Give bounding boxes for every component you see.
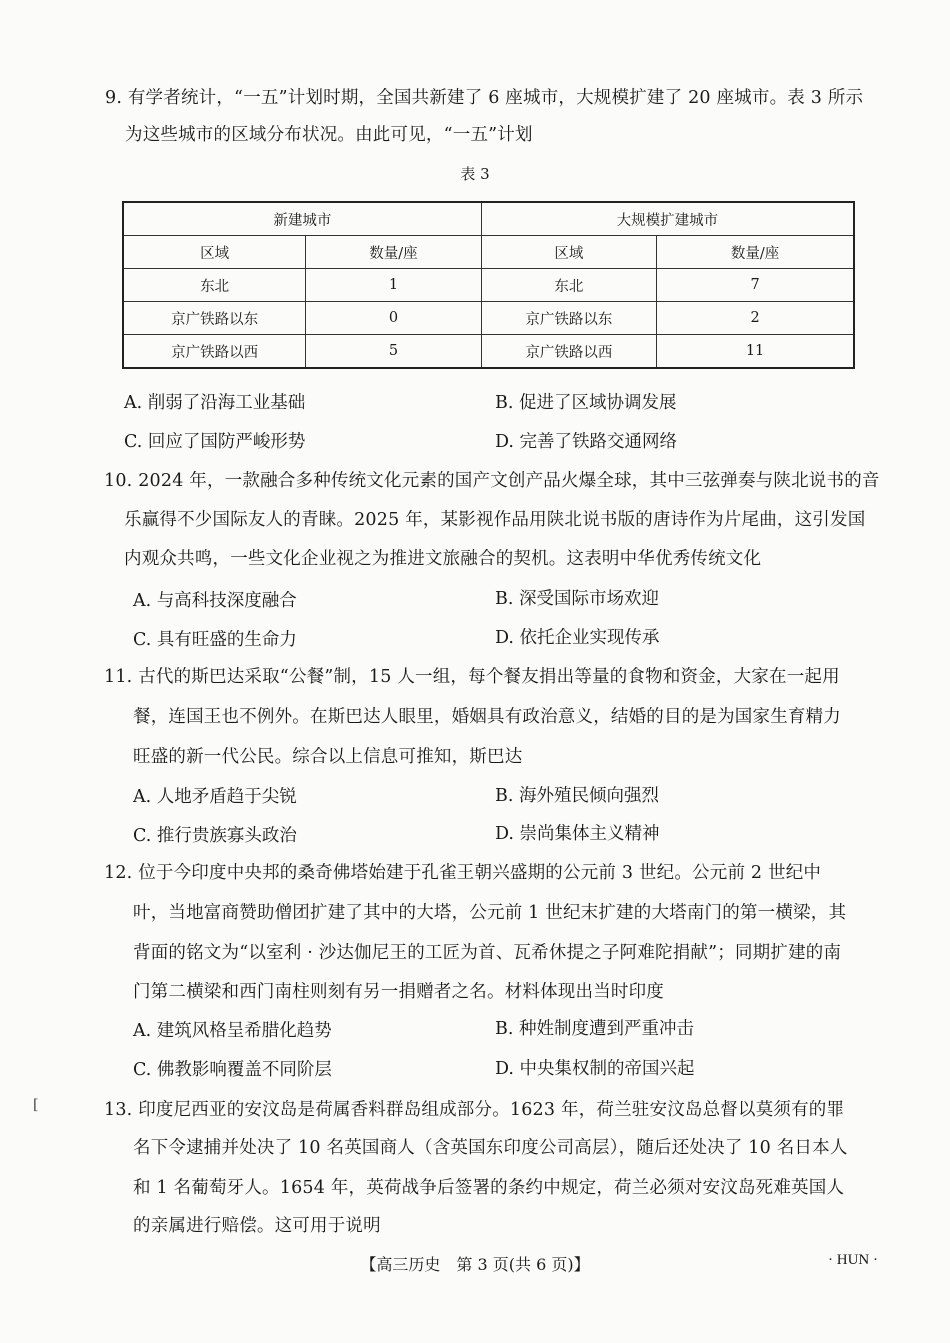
table-cell: 东北 [123, 269, 306, 302]
question-10-line: 乐赢得不少国际友人的青睐。2025 年，某影视作品用陕北说书版的唐诗作为片尾曲，这引发国 [124, 510, 866, 530]
table-group-header-row [123, 202, 854, 236]
question-10-line: 10. 2024 年，一款融合多种传统文化元素的国产文创产品火爆全球，其中三弦弹奏与陕北说书的音 [104, 471, 880, 491]
question-13-line: 名下令逮捕并处决了 10 名英国商人（含英国东印度公司高层），随后还处决了 10 名日本人 [133, 1138, 848, 1158]
table-column-header: 数量/座 [306, 236, 481, 269]
table-column-header: 区域 [123, 236, 306, 269]
table-cell: 东北 [481, 269, 656, 302]
option-b: B. 种姓制度遭到严重冲击 [495, 1019, 694, 1039]
question-12-line: 12. 位于今印度中央邦的桑奇佛塔始建于孔雀王朝兴盛期的公元前 3 世纪。公元前 2 世纪中 [104, 863, 822, 883]
question-13-line: 的亲属进行赔偿。这可用于说明 [133, 1216, 381, 1236]
question-13-line: 和 1 名葡萄牙人。1654 年，英荷战争后签署的条约中规定，荷兰必须对安汶岛死难英国人 [133, 1178, 845, 1198]
option-c: C. 推行贵族寡头政治 [133, 826, 297, 846]
question-11-line: 11. 古代的斯巴达采取“公餐”制，15 人一组，每个餐友捐出等量的食物和资金，大家在一起用 [104, 667, 840, 687]
option-d: D. 依托企业实现传承 [495, 628, 660, 648]
option-d: D. 中央集权制的帝国兴起 [495, 1059, 695, 1079]
table-cell: 2 [657, 302, 854, 335]
question-12-line: 门第二横梁和西门南柱则刻有另一捐赠者之名。材料体现出当时印度 [133, 982, 664, 1002]
option-c: C. 具有旺盛的生命力 [133, 630, 297, 650]
question-9-line: 9. 有学者统计，“一五”计划时期，全国共新建了 6 座城市，大规模扩建了 20 座城市。表 3 所示 [105, 88, 864, 108]
table-cell: 7 [657, 269, 854, 302]
table-cell: 京广铁路以西 [481, 335, 656, 369]
question-11-line: 旺盛的新一代公民。综合以上信息可推知，斯巴达 [133, 747, 523, 767]
question-9-line: 为这些城市的区域分布状况。由此可见，“一五”计划 [125, 125, 533, 145]
table-cell: 1 [306, 269, 481, 302]
option-b: B. 促进了区域协调发展 [495, 393, 677, 413]
table-cell: 京广铁路以东 [481, 302, 656, 335]
table-cell: 0 [306, 302, 481, 335]
question-12-line: 背面的铭文为“以室利 · 沙达伽尼王的工匠为首、瓦希休提之子阿难陀捐献”；同期扩建的南 [133, 943, 842, 963]
table-column-header-row [123, 236, 854, 269]
option-c: C. 佛教影响覆盖不同阶层 [133, 1060, 332, 1080]
table-group-header: 大规模扩建城市 [481, 202, 854, 236]
option-a: A. 建筑风格呈希腊化趋势 [133, 1021, 332, 1041]
question-13-line: 13. 印度尼西亚的安汶岛是荷属香料群岛组成部分。1623 年，荷兰驻安汶岛总督以莫须有的罪 [104, 1100, 845, 1120]
table-cell: 11 [657, 335, 854, 369]
scan-mark: [ [33, 1097, 39, 1113]
option-a: A. 削弱了沿海工业基础 [124, 393, 306, 413]
question-10-line: 内观众共鸣，一些文化企业视之为推进文旅融合的契机。这表明中华优秀传统文化 [124, 549, 762, 569]
question-11-line: 餐，连国王也不例外。在斯巴达人眼里，婚姻具有政治意义，结婚的目的是为国家生育精力 [133, 707, 841, 727]
table-row [123, 269, 854, 302]
option-d: D. 崇尚集体主义精神 [495, 824, 660, 844]
option-c: C. 回应了国防严峻形势 [124, 432, 306, 452]
table-row [123, 302, 854, 335]
option-a: A. 与高科技深度融合 [133, 591, 297, 611]
table-cell: 京广铁路以西 [123, 335, 306, 369]
table-column-header: 区域 [481, 236, 656, 269]
table-row [123, 335, 854, 369]
table-column-header: 数量/座 [657, 236, 854, 269]
table-cell: 5 [306, 335, 481, 369]
table-caption: 表 3 [460, 165, 490, 183]
table-group-header: 新建城市 [123, 202, 481, 236]
option-d: D. 完善了铁路交通网络 [495, 432, 678, 452]
page-footer: 【高三历史 第 3 页(共 6 页)】 [360, 1255, 590, 1274]
option-a: A. 人地矛盾趋于尖锐 [133, 787, 297, 807]
option-b: B. 海外殖民倾向强烈 [495, 786, 659, 806]
question-12-line: 叶，当地富商赞助僧团扩建了其中的大塔，公元前 1 世纪末扩建的大塔南门的第一横梁，其 [133, 903, 847, 923]
table-cell: 京广铁路以东 [123, 302, 306, 335]
table-3 [122, 201, 855, 369]
exam-code: · HUN · [828, 1252, 878, 1268]
option-b: B. 深受国际市场欢迎 [495, 589, 659, 609]
